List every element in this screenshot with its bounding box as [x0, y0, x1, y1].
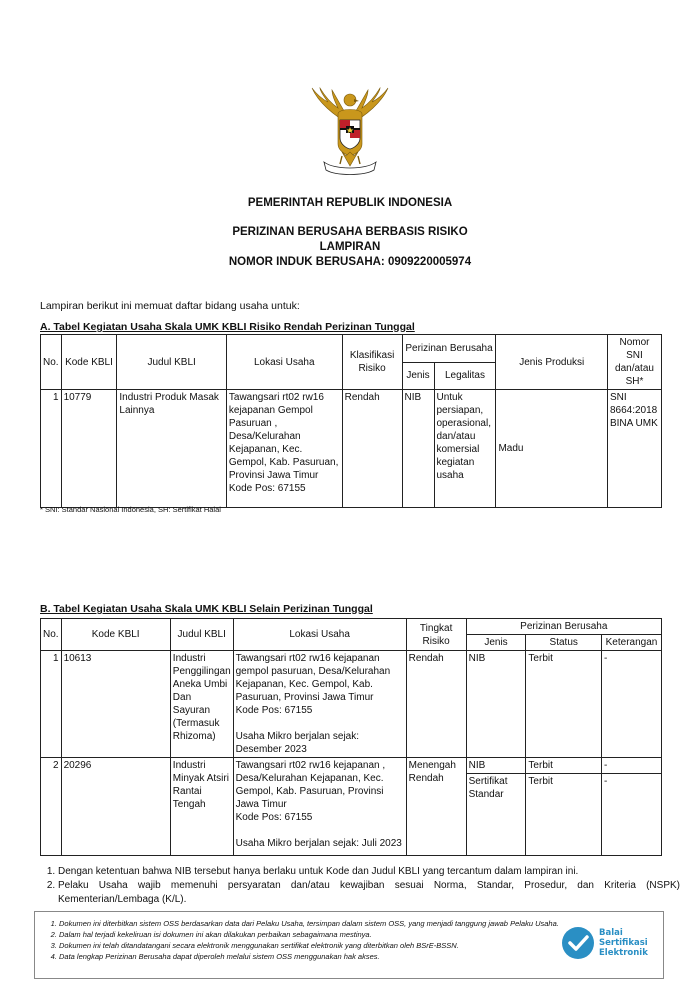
- footer-disclaimer-box: [34, 911, 664, 979]
- section-a-title: A. Tabel Kegiatan Usaha Skala UMK KBLI Risiko Rendah Perizinan Tunggal: [40, 321, 415, 333]
- cell-keterangan: -: [602, 758, 662, 774]
- col-header-perizinan: Perizinan Berusaha: [402, 335, 496, 363]
- cell-risiko: Rendah: [406, 651, 466, 758]
- cell-kode: 10779: [61, 390, 117, 508]
- note-item: 2. Pelaku Usaha wajib memenuhi persyaratan dan/atau kewajiban sesuai Norma, Standar, Prosedur, dan Kriteria (NSPK) Kementerian/Lembaga (K/L).: [58, 879, 680, 907]
- col-header-jenis: Jenis: [466, 635, 526, 651]
- cell-no: 1: [41, 651, 62, 758]
- cell-no: 2: [41, 758, 62, 856]
- col-header-jenis: Jenis: [402, 362, 434, 390]
- disclaimer-item: 4. Data lengkap Perizinan Berusaha dapat diperoleh melalui sistem OSS menggunakan hak akses.: [59, 951, 579, 962]
- garuda-emblem: [304, 86, 396, 178]
- col-header-lokasi: Lokasi Usaha: [233, 619, 406, 651]
- bsre-logo-icon: [561, 926, 595, 960]
- section-b-title: B. Tabel Kegiatan Usaha Skala UMK KBLI Selain Perizinan Tunggal: [40, 603, 373, 615]
- disclaimer-item: 3. Dokumen ini telah ditandatangani secara elektronik menggunakan sertifikat elektronik yang diterbitkan oleh BSrE-BSSN.: [59, 940, 579, 951]
- bsre-logo-text: [599, 928, 648, 958]
- note-item: 1. Dengan ketentuan bahwa NIB tersebut hanya berlaku untuk Kode dan Judul KBLI yang tercantum dalam lampiran ini.: [58, 865, 680, 879]
- government-title: PEMERINTAH REPUBLIK INDONESIA: [247, 197, 453, 209]
- cell-judul: Industri Penggilingan Aneka Umbi Dan Sayuran (Termasuk Rhizoma): [170, 651, 233, 758]
- cell-jenis: NIB: [466, 651, 526, 758]
- cell-status: Terbit: [526, 758, 602, 774]
- cell-judul: Industri Produk Masak Lainnya: [117, 390, 227, 508]
- col-header-produksi: Jenis Produksi: [496, 335, 608, 390]
- bsre-line2: Sertifikasi: [599, 938, 648, 948]
- cell-jenis: NIB: [466, 758, 526, 774]
- cell-lokasi: [226, 390, 342, 508]
- bsre-logo: [561, 926, 661, 962]
- sejak-text: Usaha Mikro berjalan sejak: Desember 2023: [235, 731, 360, 755]
- col-header-judul: Judul KBLI: [170, 619, 233, 651]
- col-header-legalitas: Legalitas: [434, 362, 496, 390]
- bsre-line3: Elektronik: [599, 948, 648, 958]
- document-title: PERIZINAN BERUSAHA BERBASIS RISIKO: [232, 226, 468, 238]
- col-header-kode: Kode KBLI: [61, 335, 117, 390]
- kodepos-text: Kode Pos: 67155: [228, 483, 306, 494]
- disclaimer-item: 1. Dokumen ini diterbitkan sistem OSS berdasarkan data dari Pelaku Usaha, tersimpan dalam sistem OSS, yang menjadi tanggung jawab Pelaku Usaha.: [59, 918, 579, 929]
- cell-kode: 10613: [61, 651, 170, 758]
- col-header-status: Status: [526, 635, 602, 651]
- col-header-no: No.: [41, 335, 62, 390]
- col-header-klasifikasi: Klasifikasi Risiko: [342, 335, 402, 390]
- col-header-perizinan: Perizinan Berusaha: [466, 619, 661, 635]
- sejak-text: Usaha Mikro berjalan sejak: Juli 2023: [235, 838, 402, 849]
- lokasi-text: Tawangsari rt02 rw16 kejapanan gempol pasuruan, Desa/Kelurahan Kejapanan, Kec. Gempol, Kab. Pasuruan, Provinsi Jawa Timur: [235, 653, 391, 703]
- notes-list: [40, 865, 680, 907]
- bsre-line1: Balai: [599, 928, 623, 938]
- col-header-sni: Nomor SNI dan/atau SH*: [607, 335, 661, 390]
- col-header-lokasi: Lokasi Usaha: [226, 335, 342, 390]
- table-row: [41, 390, 662, 508]
- cell-jenis: Sertifikat Standar: [466, 774, 526, 856]
- lokasi-text: Tawangsari rt02 rw16 kejapanan Gempol Pasuruan , Desa/Kelurahan Kejapanan, Kec. Gempol, Kab. Pasuruan, Provinsi Jawa Timur: [228, 392, 339, 481]
- col-header-tingkat: Tingkat Risiko: [406, 619, 466, 651]
- cell-jenis: NIB: [402, 390, 434, 508]
- document-subtitle: LAMPIRAN: [319, 241, 381, 253]
- cell-sni: SNI 8664:2018 BINA UMK: [607, 390, 661, 508]
- col-header-keterangan: Keterangan: [602, 635, 662, 651]
- col-header-no: No.: [41, 619, 62, 651]
- cell-judul: Industri Minyak Atsiri Rantai Tengah: [170, 758, 233, 856]
- col-header-judul: Judul KBLI: [117, 335, 227, 390]
- lokasi-text: Tawangsari rt02 rw16 kejapanan , Desa/Kelurahan Kejapanan, Kec. Gempol, Kab. Pasuruan, Provinsi Jawa Timur: [235, 760, 386, 810]
- col-header-kode: Kode KBLI: [61, 619, 170, 651]
- cell-kode: 20296: [61, 758, 170, 856]
- disclaimer-list: [45, 918, 579, 962]
- cell-legalitas: Untuk persiapan, operasional, dan/atau komersial kegiatan usaha: [434, 390, 496, 508]
- table-a-footnote: * SNI: Standar Nasional Indonesia, SH: Sertifikat Halal: [40, 505, 221, 514]
- cell-lokasi: [233, 651, 406, 758]
- cell-lokasi: [233, 758, 406, 856]
- cell-risiko: Menengah Rendah: [406, 758, 466, 856]
- cell-no: 1: [41, 390, 62, 508]
- kodepos-text: Kode Pos: 67155: [235, 812, 313, 823]
- cell-produksi: Madu: [496, 390, 608, 508]
- cell-keterangan: -: [602, 651, 662, 758]
- nib-number: NOMOR INDUK BERUSAHA: 0909220005974: [228, 256, 472, 268]
- table-section-b: [40, 618, 662, 856]
- kodepos-text: Kode Pos: 67155: [235, 705, 313, 716]
- table-section-a: [40, 334, 662, 508]
- cell-risiko: Rendah: [342, 390, 402, 508]
- cell-keterangan: -: [602, 774, 662, 856]
- cell-status: Terbit: [526, 651, 602, 758]
- table-row: [41, 651, 662, 758]
- intro-text: Lampiran berikut ini memuat daftar bidang usaha untuk:: [40, 300, 300, 312]
- cell-status: Terbit: [526, 774, 602, 856]
- table-row: [41, 758, 662, 774]
- disclaimer-item: 2. Dalam hal terjadi kekeliruan isi dokumen ini akan dilakukan perbaikan sebagaimana mestinya.: [59, 929, 579, 940]
